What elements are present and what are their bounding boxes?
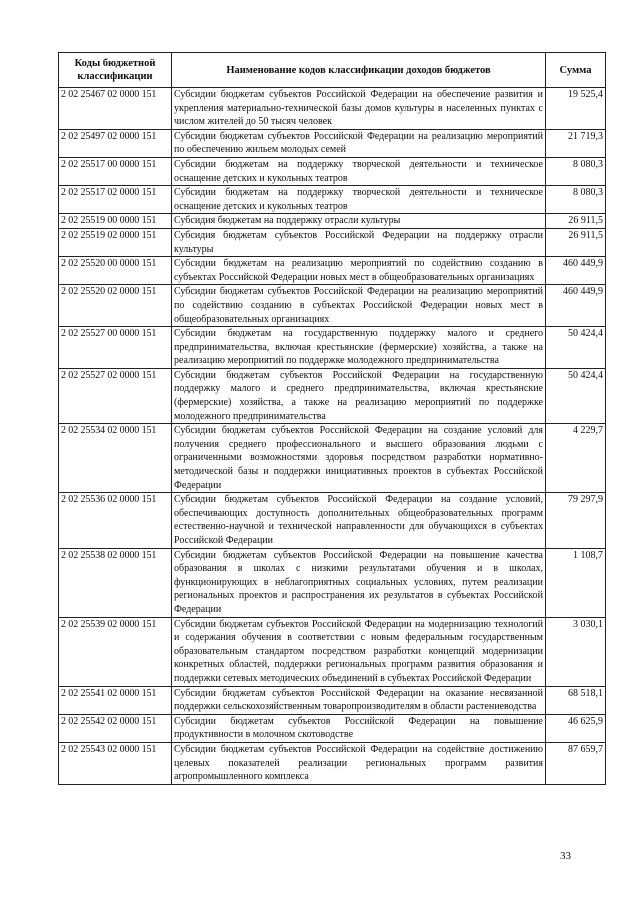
- row-code: 2 02 25543 02 0000 151: [59, 742, 172, 784]
- table-row: [59, 257, 606, 285]
- row-code: 2 02 25527 00 0000 151: [59, 327, 172, 369]
- row-sum: 46 625,9: [546, 714, 606, 742]
- row-name: Субсидии бюджетам субъектов Российской Федерации на содействие достижению целевых показателей реализации региональных программ развития агропромышленного комплекса: [172, 742, 546, 784]
- row-name: Субсидия бюджетам на поддержку отрасли культуры: [172, 214, 546, 229]
- table-row: [59, 424, 606, 493]
- header-code: Коды бюджетной классификации: [59, 53, 172, 88]
- row-sum: 68 518,1: [546, 686, 606, 714]
- row-code: 2 02 25542 02 0000 151: [59, 714, 172, 742]
- row-name: Субсидии бюджетам субъектов Российской Федерации на создание условий для получения среднего профессионального и высшего образования людьми с ограниченными возможностями здоровья посредством разработки нормативно-методической базы и поддержки инициативных проектов в субъектах Российской Федерации: [172, 424, 546, 493]
- row-name: Субсидии бюджетам на поддержку творческой деятельности и техническое оснащение детских и кукольных театров: [172, 186, 546, 214]
- row-code: 2 02 25527 02 0000 151: [59, 368, 172, 423]
- table-row: [59, 714, 606, 742]
- table-row: [59, 88, 606, 130]
- table-row: [59, 129, 606, 157]
- row-name: Субсидия бюджетам субъектов Российской Федерации на поддержку отрасли культуры: [172, 228, 546, 256]
- table-row: [59, 368, 606, 423]
- row-code: 2 02 25519 00 0000 151: [59, 214, 172, 229]
- row-code: 2 02 25536 02 0000 151: [59, 493, 172, 548]
- row-code: 2 02 25541 02 0000 151: [59, 686, 172, 714]
- row-code: 2 02 25520 02 0000 151: [59, 285, 172, 327]
- row-name: Субсидии бюджетам субъектов Российской Федерации на государственную поддержку малого и среднего предпринимательства, включая крестьянские (фермерские) хозяйства, а также на реализацию мероприятий по поддержке молодежного предпринимательства: [172, 368, 546, 423]
- row-sum: 87 659,7: [546, 742, 606, 784]
- row-code: 2 02 25519 02 0000 151: [59, 228, 172, 256]
- table-header: [59, 53, 606, 88]
- row-sum: 79 297,9: [546, 493, 606, 548]
- row-code: 2 02 25467 02 0000 151: [59, 88, 172, 130]
- row-sum: 50 424,4: [546, 327, 606, 369]
- row-sum: 3 030,1: [546, 617, 606, 686]
- table-row: [59, 493, 606, 548]
- table-row: [59, 214, 606, 229]
- row-sum: 460 449,9: [546, 285, 606, 327]
- row-sum: 19 525,4: [546, 88, 606, 130]
- row-code: 2 02 25538 02 0000 151: [59, 548, 172, 617]
- row-code: 2 02 25520 00 0000 151: [59, 257, 172, 285]
- row-sum: 26 911,5: [546, 214, 606, 229]
- table-row: [59, 327, 606, 369]
- row-code: 2 02 25534 02 0000 151: [59, 424, 172, 493]
- row-name: Субсидии бюджетам субъектов Российской Федерации на повышение качества образования в школах с низкими результатами обучения и в школах, функционирующих в неблагоприятных социальных условиях, путем реализации региональных проектов и распространения их результатов в субъектах Российской Федерации: [172, 548, 546, 617]
- row-code: 2 02 25517 00 0000 151: [59, 157, 172, 185]
- row-name: Субсидии бюджетам на реализацию мероприятий по содействию созданию в субъектах Российской Федерации новых мест в общеобразовательных организациях: [172, 257, 546, 285]
- row-name: Субсидии бюджетам субъектов Российской Федерации на реализацию мероприятий по содействию созданию в субъектах Российской Федерации новых мест в общеобразовательных организациях: [172, 285, 546, 327]
- budget-revenue-table: [58, 52, 606, 785]
- header-sum: Сумма: [546, 53, 606, 88]
- row-name: Субсидии бюджетам на государственную поддержку малого и среднего предпринимательства, включая крестьянские (фермерские) хозяйства, а также на реализацию мероприятий по поддержке молодежного предпринимательства: [172, 327, 546, 369]
- row-sum: 1 108,7: [546, 548, 606, 617]
- table-row: [59, 285, 606, 327]
- table-row: [59, 228, 606, 256]
- row-name: Субсидии бюджетам на поддержку творческой деятельности и техническое оснащение детских и кукольных театров: [172, 157, 546, 185]
- table-row: [59, 157, 606, 185]
- table-body: [59, 88, 606, 785]
- row-code: 2 02 25517 02 0000 151: [59, 186, 172, 214]
- row-name: Субсидии бюджетам субъектов Российской Федерации на модернизацию технологий и содержания обучения в соответствии с новым федеральным государственным образовательным стандартом посредством разработки концепций модернизации конкретных областей, поддержки региональных программ развития образования и поддержки сетевых методических объединений в субъектах Российской Федерации: [172, 617, 546, 686]
- row-sum: 4 229,7: [546, 424, 606, 493]
- page-number: 33: [560, 850, 571, 862]
- row-name: Субсидии бюджетам субъектов Российской Федерации на создание условий, обеспечивающих доступность дополнительных общеобразовательных программ естественно-научной и технической направленности для обучающихся в субъектах Российской Федерации: [172, 493, 546, 548]
- table-row: [59, 617, 606, 686]
- row-name: Субсидии бюджетам субъектов Российской Федерации на реализацию мероприятий по обеспечению жильем молодых семей: [172, 129, 546, 157]
- table-row: [59, 686, 606, 714]
- header-name: Наименование кодов классификации доходов бюджетов: [172, 53, 546, 88]
- header-row: [59, 53, 606, 88]
- row-sum: 8 080,3: [546, 157, 606, 185]
- row-sum: 21 719,3: [546, 129, 606, 157]
- table-row: [59, 186, 606, 214]
- table-row: [59, 742, 606, 784]
- row-code: 2 02 25497 02 0000 151: [59, 129, 172, 157]
- row-name: Субсидии бюджетам субъектов Российской Федерации на повышение продуктивности в молочном скотоводстве: [172, 714, 546, 742]
- row-sum: 8 080,3: [546, 186, 606, 214]
- row-name: Субсидии бюджетам субъектов Российской Федерации на оказание несвязанной поддержки сельскохозяйственным товаропроизводителям в области растениеводства: [172, 686, 546, 714]
- row-code: 2 02 25539 02 0000 151: [59, 617, 172, 686]
- row-sum: 460 449,9: [546, 257, 606, 285]
- row-sum: 50 424,4: [546, 368, 606, 423]
- table-row: [59, 548, 606, 617]
- row-name: Субсидии бюджетам субъектов Российской Федерации на обеспечение развития и укрепления материально-технической базы домов культуры в населенных пунктах с числом жителей до 50 тысяч человек: [172, 88, 546, 130]
- row-sum: 26 911,5: [546, 228, 606, 256]
